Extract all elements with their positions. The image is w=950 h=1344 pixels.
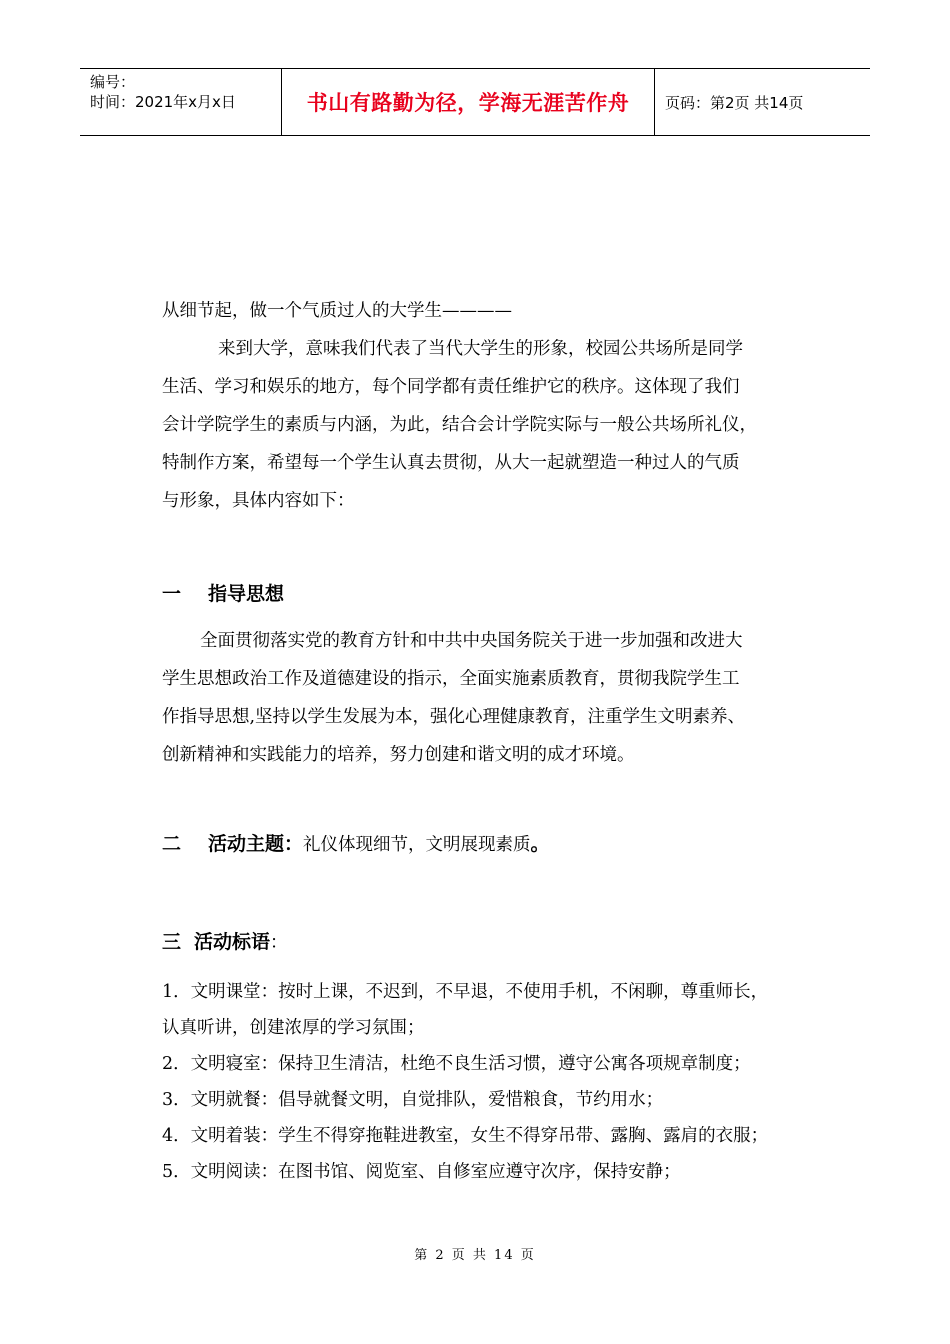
serial-number-label: 编号： xyxy=(90,73,136,91)
intro-title: 从细节起，做一个气质过人的大学生———— xyxy=(162,301,512,321)
section-title: 活动主题： xyxy=(208,833,304,855)
slogan-item: 5．文明阅读：在图书馆、阅览室、自修室应遵守次序，保持安静； xyxy=(162,1162,681,1182)
intro-line: 特制作方案，希望每一个学生认真去贯彻，从大一起就塑造一种过人的气质 xyxy=(162,453,740,473)
section-heading-3 xyxy=(162,922,802,962)
header-page-info: 页码：第2页 共14页 xyxy=(665,93,804,112)
section1-line: 全面贯彻落实党的教育方针和中共中央国务院关于进一步加强和改进大 xyxy=(200,631,743,651)
header-motto: 书山有路勤为径，学海无涯苦作舟 xyxy=(282,69,655,135)
section-title-colon: ： xyxy=(270,933,288,953)
section-heading-1 xyxy=(162,574,802,614)
section-theme-text: 礼仪体现细节，文明展现素质 xyxy=(303,835,531,855)
intro-line: 生活、学习和娱乐的地方，每个同学都有责任维护它的秩序。这体现了我们 xyxy=(162,377,740,397)
intro-line: 来到大学，意味我们代表了当代大学生的形象，校园公共场所是同学 xyxy=(218,339,743,359)
header-meta xyxy=(80,69,282,135)
section1-line: 创新精神和实践能力的培养，努力创建和谐文明的成才环境。 xyxy=(162,745,635,765)
section-heading-2 xyxy=(162,824,802,864)
slogan-item: 2．文明寝室：保持卫生清洁，杜绝不良生活习惯，遵守公寓各项规章制度； xyxy=(162,1054,751,1074)
page-footer: 第 2 页 共 14 页 xyxy=(414,1248,536,1263)
slogan-item: 1．文明课堂：按时上课，不迟到，不早退，不使用手机，不闲聊，尊重师长， xyxy=(162,982,769,1002)
document-body xyxy=(162,292,802,1190)
section1-line: 作指导思想,坚持以学生发展为本，强化心理健康教育，注重学生文明素养、 xyxy=(162,707,746,727)
date-label: 时间：2021年x月x日 xyxy=(90,93,236,111)
page-header xyxy=(80,68,870,136)
slogan-item: 4．文明着装：学生不得穿拖鞋进教室，女生不得穿吊带、露胸、露肩的衣服； xyxy=(162,1126,769,1146)
section-number: 二 xyxy=(162,833,182,855)
slogan-item: 认真听讲，创建浓厚的学习氛围； xyxy=(162,1018,425,1038)
section-number: 一 xyxy=(162,583,182,605)
intro-line: 会计学院学生的素质与内涵，为此，结合会计学院实际与一般公共场所礼仪， xyxy=(162,415,757,435)
intro-line: 与形象，具体内容如下： xyxy=(162,491,355,511)
section-number: 三 xyxy=(162,931,182,953)
section-title: 活动标语 xyxy=(194,931,271,953)
section1-line: 学生思想政治工作及道德建设的指示，全面实施素质教育，贯彻我院学生工 xyxy=(162,669,740,689)
slogan-item: 3．文明就餐：倡导就餐文明，自觉排队，爱惜粮食，节约用水； xyxy=(162,1090,664,1110)
section-title: 指导思想 xyxy=(208,583,285,605)
section-theme-end: 。 xyxy=(530,833,550,855)
